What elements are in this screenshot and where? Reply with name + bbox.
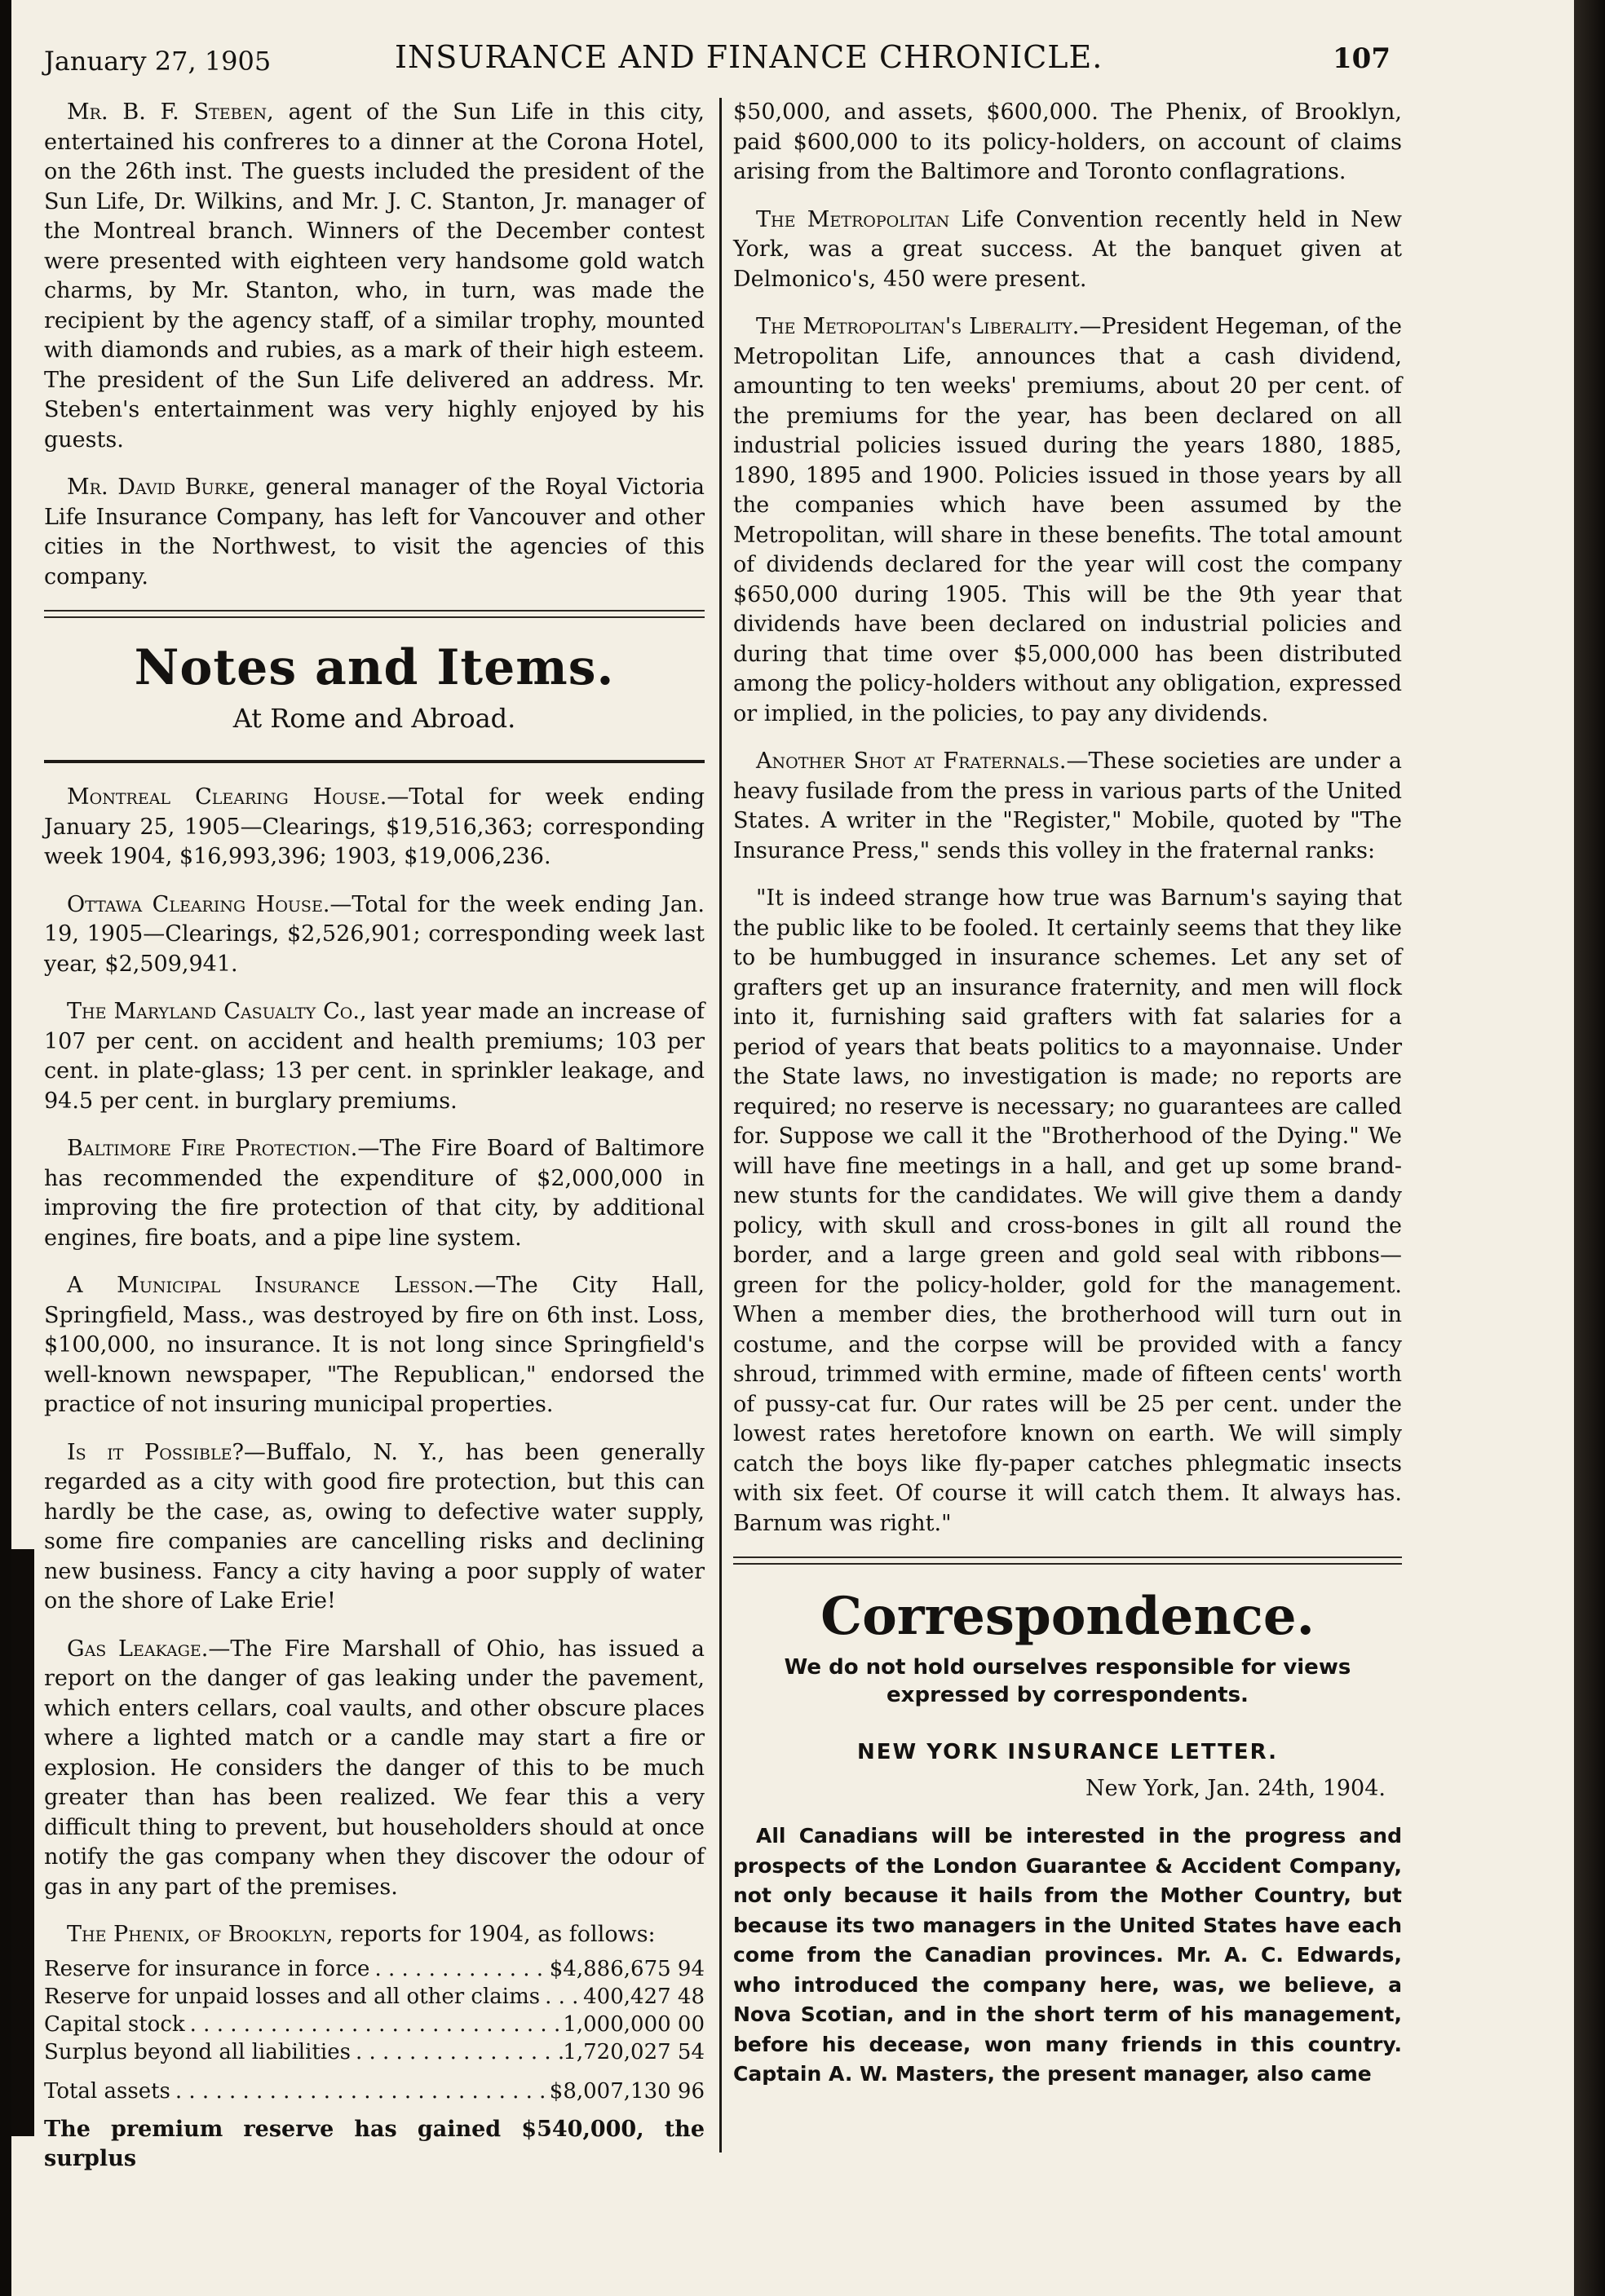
article-paragraph <box>733 205 1402 295</box>
table-total-row <box>44 2077 705 2105</box>
section-divider <box>733 1556 1402 1565</box>
total-label: Total assets <box>44 2078 170 2104</box>
article-paragraph <box>733 312 1402 729</box>
note-lead: The Phenix, of Brooklyn, <box>67 1922 334 1947</box>
leader-dots <box>185 2011 564 2038</box>
section-heading: Correspondence. <box>820 1586 1315 1647</box>
table-row <box>44 2011 705 2038</box>
note-item <box>44 1134 705 1253</box>
section-heading: Notes and Items. <box>134 639 615 696</box>
note-lead: Is it Possible? <box>67 1439 244 1465</box>
note-item <box>44 1438 705 1617</box>
article-text: $50,000, and assets, $600,000. The Phenix, of Brooklyn, paid $600,000 to its policy-holders, on account of claims arising from the Baltimore and Toronto conflagrations. <box>733 99 1402 184</box>
left-column <box>44 98 705 2283</box>
article-lead: Mr. B. F. Steben, <box>67 99 274 125</box>
page-header <box>11 39 1574 88</box>
note-text: —The Fire Marshall of Ohio, has issued a report on the danger of gas leaking under the pavement, which enters cellars, coal vaults, and other obscure places where a lighted match or a candle may start a fire or explosion. He considers the danger of this to be much greater than has been realized. We fear this a very difficult thing to prevent, but householders should at once notify the gas company when they discover the odour of gas in any part of the premises. <box>44 1636 705 1900</box>
note-item <box>44 1635 705 1903</box>
note-item <box>44 1271 705 1420</box>
row-label: Capital stock <box>44 2011 185 2037</box>
note-text: —Total for week ending January 25, 1905—Clearings, $19,516,363; corresponding week 1904, $16,993,396; 1903, $19,006,236. <box>44 784 705 869</box>
note-text: —Total for the week ending Jan. 19, 1905—Clearings, $2,526,901; corresponding week last year, $2,509,941. <box>44 891 705 977</box>
note-lead: The Maryland Casualty Co., <box>67 999 367 1024</box>
article-paragraph <box>733 98 1402 188</box>
article-lead: Another Shot at Fraternals. <box>756 748 1067 774</box>
table-row <box>44 2038 705 2066</box>
letter-title: NEW YORK INSURANCE LETTER. <box>856 1740 1279 1764</box>
article-lead: The Metropolitan <box>756 206 950 232</box>
note-lead: Gas Leakage. <box>67 1636 209 1662</box>
article-lead: Mr. David Burke, <box>67 475 256 500</box>
row-value: 1,000,000 00 <box>563 2011 705 2037</box>
letter-date: New York, Jan. 24th, 1904. <box>1085 1776 1386 1801</box>
row-label: Reserve for unpaid losses and all other claims <box>44 1984 541 2009</box>
note-text: —The Fire Board of Baltimore has recommended the expenditure of $2,000,000 in improving the fire protection of that city, by additional engines, fire boats, and a pipe line system. <box>44 1136 705 1251</box>
note-lead: A Municipal Insurance Lesson. <box>67 1273 475 1298</box>
article-text: general manager of the Royal Victoria Life Insurance Company, has left for Vancouver and other cities in the Northwest, to visit the agencies of this company. <box>44 475 705 589</box>
article-text: Life Convention recently held in New York, was a great success. At the banquet given at Delmonico's, 450 were present. <box>733 206 1402 292</box>
article-paragraph <box>44 473 705 592</box>
section-divider <box>44 760 705 763</box>
right-column <box>733 98 1402 2283</box>
note-text: —Buffalo, N. Y., has been generally regarded as a city with good fire protection, but this can hardly be the case, as, owing to defective water supply, some fire companies are cancelling risks and declining new business. Fancy a city having a poor supply of water on the shore of Lake Erie! <box>44 1439 705 1614</box>
note-text: reports for 1904, as follows: <box>333 1922 656 1947</box>
row-value: 1,720,027 54 <box>563 2039 705 2064</box>
column-divider <box>719 98 722 2152</box>
note-item <box>44 997 705 1116</box>
note-lead: Ottawa Clearing House. <box>67 891 330 917</box>
leader-dots <box>351 2038 563 2066</box>
article-text: agent of the Sun Life in this city, entertained his confreres to a dinner at the Corona Hotel, on the 26th inst. The guests included the president of the Sun Life, Dr. Wilkins, and Mr. J. C. Stanton, Jr. manager of the Montreal branch. Winners of the December contest were presented with eighteen very handsome gold watch charms, by Mr. Stanton, who, in turn, was made the recipient by the agency staff, of a similar trophy, mounted with diamonds and rubies, as a mark of their high esteem. The president of the Sun Life delivered an address. Mr. Steben's entertainment was very highly enjoyed by his guests. <box>44 99 705 453</box>
quoted-passage: "It is indeed strange how true was Barnum's saying that the public like to be fooled. It certainly seems that they like to be humbugged in insurance schemes. Let any set of grafters get up an insurance fraternity, and men will flock into it, furnishing said grafters with fat salaries for a period of years that beats politics to a mayonnaise. Under the State laws, no investigation is made; no reports are required; no reserve is necessary; no guarantees are called for. Suppose we call it the "Brotherhood of the Dying." We will have fine meetings in a hall, and get up some brand-new stunts for the candidates. We will give them a dandy policy, with skull and cross-bones in gilt all round the border, and a large green and gold seal with ribbons—green for the policy-holder, gold for the management. When a member dies, the brotherhood will turn out in costume, and the corpse will be provided with a fancy shroud, trimmed with ermine, made of fifteen cents' worth of pussy-cat fur. Our rates will be 25 per cent. under the lowest rates heretofore known on earth. We will simply catch the boys like fly-paper catches phlegmatic insects with six feet. Of course it will catch them. It always has. Barnum was right." <box>733 885 1402 1536</box>
newspaper-page <box>11 0 1574 2296</box>
note-item <box>44 890 705 980</box>
note-text: —The City Hall, Springfield, Mass., was destroyed by fire on 6th inst. Loss, $100,000, no insurance. It is not long since Springfield's well-known newspaper, "The Republican," endorsed the practice of not insuring municipal properties. <box>44 1273 705 1417</box>
note-lead: Montreal Clearing House. <box>67 784 387 810</box>
total-value: $8,007,130 96 <box>549 2078 705 2104</box>
article-lead: The Metropolitan's Liberality. <box>756 314 1080 339</box>
leader-dots <box>540 1983 583 2011</box>
header-date: January 27, 1905 <box>44 46 272 77</box>
row-value: 400,427 48 <box>583 1984 705 2009</box>
margin-shadow <box>11 1549 34 2136</box>
row-label: Surplus beyond all liabilities <box>44 2039 351 2064</box>
table-row <box>44 1955 705 1983</box>
leader-dots <box>170 2077 550 2105</box>
section-subheading: At Rome and Abroad. <box>232 703 516 734</box>
phenix-financial-table <box>44 1955 705 2105</box>
phenix-outro: The premium reserve has gained $540,000, the surplus <box>44 2116 705 2171</box>
book-spine-edge <box>1574 0 1605 2296</box>
note-text: last year made an increase of 107 per cent. on accident and health premiums; 103 per cent. in plate-glass; 13 per cent. in sprinkler leakage, and 94.5 per cent. in burglary premiums. <box>44 999 705 1114</box>
note-item <box>44 783 705 872</box>
row-label: Reserve for insurance in force <box>44 1956 370 1981</box>
page-number: 107 <box>1333 42 1391 75</box>
section-divider <box>44 610 705 618</box>
table-row <box>44 1983 705 2011</box>
editorial-disclaimer: We do not hold ourselves responsible for views expressed by correspondents. <box>784 1655 1351 1707</box>
article-text: —These societies are under a heavy fusilade from the press in various parts of the United States. A writer in the "Register," Mobile, quoted by "The Insurance Press," sends this volley in the fraternal ranks: <box>733 748 1403 863</box>
article-paragraph <box>44 98 705 455</box>
leader-dots <box>369 1955 549 1983</box>
publication-title: INSURANCE AND FINANCE CHRONICLE. <box>395 39 1103 75</box>
note-lead: Baltimore Fire Protection. <box>67 1136 358 1161</box>
letter-body: All Canadians will be interested in the progress and prospects of the London Guarantee & Accident Company, not only because it hails from the Mother Country, but because its two managers in the United States have each come from the Canadian provinces. Mr. A. C. Edwards, who introduced the company here, was, we believe, a Nova Scotian, and in the short term of his management, before his decease, won many friends in this country. Captain A. W. Masters, the present manager, also came <box>733 1824 1402 2086</box>
row-value: $4,886,675 94 <box>549 1956 705 1981</box>
article-text: —President Hegeman, of the Metropolitan Life, announces that a cash dividend, amounting to ten weeks' premiums, about 20 per cent. of the premiums for the year, has been declared on all industrial policies issued during the years 1880, 1885, 1890, 1895 and 1900. Policies issued in those years by all the companies which have been assumed by the Metropolitan, will share in these benefits. The total amount of dividends declared for the year will cost the company $650,000 during 1905. This will be the 9th year that dividends have been declared on industrial policies and during that time over $5,000,000 has been distributed among the policy-holders without any obligation, expressed or implied, in the policies, to pay any dividends. <box>733 314 1402 726</box>
article-paragraph <box>733 747 1402 866</box>
note-item <box>44 1920 705 1950</box>
